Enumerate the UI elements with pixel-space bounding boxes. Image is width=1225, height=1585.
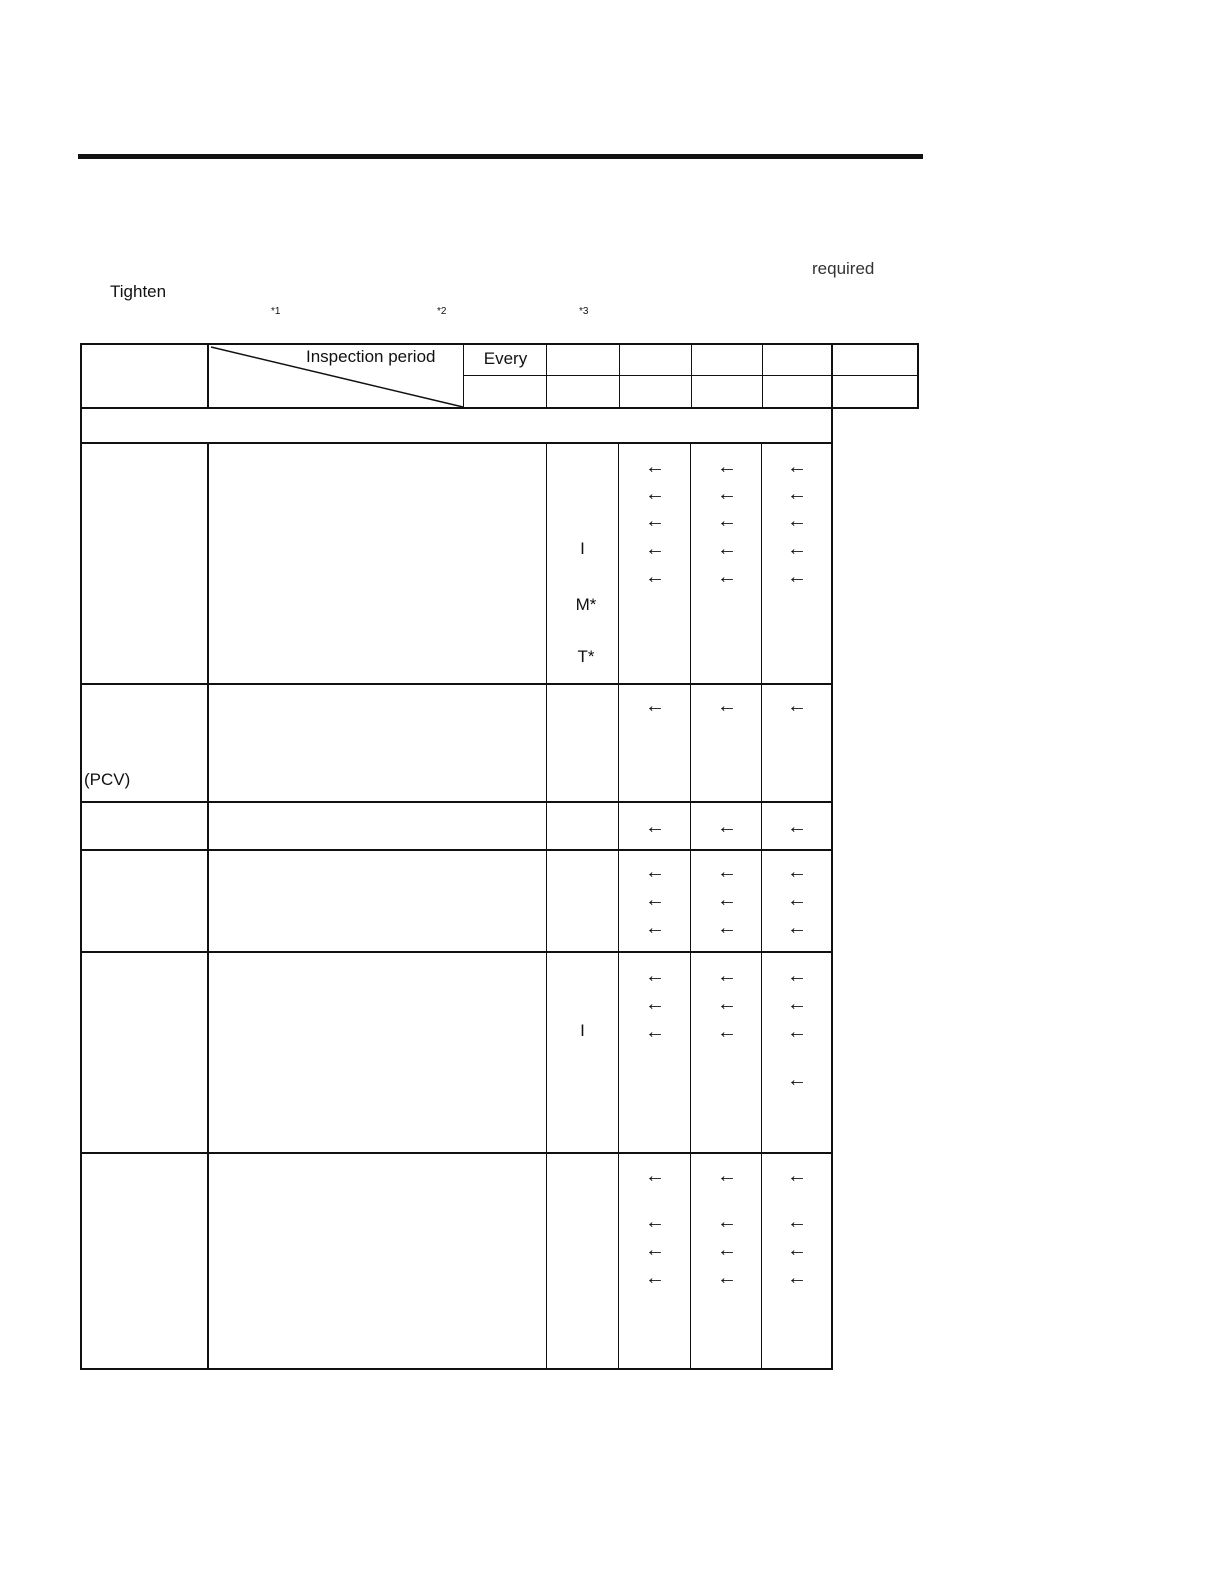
left-arrow: ← [645, 889, 665, 911]
left-arrow: ← [787, 889, 807, 911]
left-arrow: ← [717, 965, 737, 987]
left-arrow: ← [787, 1211, 807, 1233]
footnote-marker-2: *2 [437, 306, 447, 317]
tighten-label: Tighten [110, 282, 167, 301]
left-arrow: ← [717, 1267, 737, 1289]
left-arrow: ← [787, 1267, 807, 1289]
left-arrow: ← [717, 510, 737, 532]
left-arrow: ← [717, 695, 737, 717]
left-arrow: ← [787, 861, 807, 883]
marker-t: T* [577, 647, 595, 666]
left-arrow: ← [645, 456, 665, 478]
left-arrow: ← [717, 993, 737, 1015]
every-label: Every [483, 349, 528, 368]
marker-i: I [580, 1021, 585, 1040]
left-arrow: ← [717, 566, 737, 588]
left-arrow: ← [645, 965, 665, 987]
left-arrow: ← [717, 816, 737, 838]
inspection-period-label: Inspection period [306, 347, 436, 366]
left-arrow: ← [645, 566, 665, 588]
left-arrow: ← [645, 1165, 665, 1187]
footnote-marker-1: *1 [271, 306, 281, 317]
left-arrow: ← [645, 1267, 665, 1289]
footnote-marker-3: *3 [579, 306, 589, 317]
left-arrow: ← [717, 1239, 737, 1261]
left-arrow: ← [787, 965, 807, 987]
left-arrow: ← [787, 1069, 807, 1091]
left-arrow: ← [717, 483, 737, 505]
left-arrow: ← [645, 917, 665, 939]
left-arrow: ← [787, 483, 807, 505]
left-arrow: ← [645, 538, 665, 560]
left-arrow: ← [787, 917, 807, 939]
required-label: required [812, 259, 875, 278]
left-arrow: ← [645, 816, 665, 838]
header-rule [78, 154, 923, 159]
left-arrow: ← [645, 695, 665, 717]
left-arrow: ← [787, 566, 807, 588]
left-arrow: ← [787, 816, 807, 838]
left-arrow: ← [787, 1239, 807, 1261]
left-arrow: ← [717, 456, 737, 478]
left-arrow: ← [787, 1165, 807, 1187]
left-arrow: ← [717, 1021, 737, 1043]
left-arrow: ← [645, 861, 665, 883]
left-arrow: ← [787, 695, 807, 717]
row-label-pcv: (PCV) [84, 770, 131, 789]
left-arrow: ← [787, 538, 807, 560]
left-arrow: ← [717, 917, 737, 939]
left-arrow: ← [645, 1239, 665, 1261]
left-arrow: ← [787, 510, 807, 532]
left-arrow: ← [787, 456, 807, 478]
left-arrow: ← [787, 1021, 807, 1043]
left-arrow: ← [645, 483, 665, 505]
left-arrow: ← [645, 993, 665, 1015]
left-arrow: ← [717, 889, 737, 911]
left-arrow: ← [645, 510, 665, 532]
marker-m: M* [575, 595, 597, 614]
left-arrow: ← [717, 538, 737, 560]
left-arrow: ← [717, 861, 737, 883]
left-arrow: ← [645, 1021, 665, 1043]
left-arrow: ← [717, 1211, 737, 1233]
left-arrow: ← [645, 1211, 665, 1233]
marker-i: I [580, 539, 585, 558]
left-arrow: ← [787, 993, 807, 1015]
left-arrow: ← [717, 1165, 737, 1187]
